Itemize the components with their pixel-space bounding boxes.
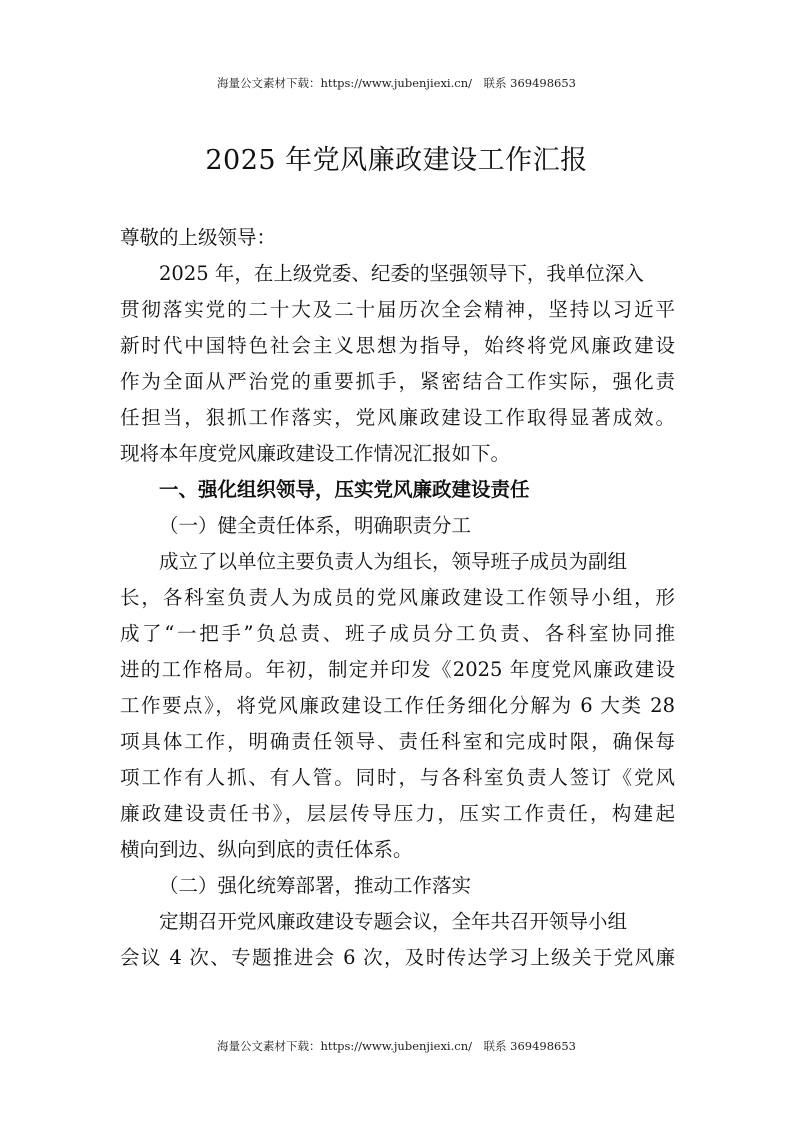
document-title: 2025 年党风廉政建设工作汇报: [205, 145, 588, 176]
paragraph-line: 成立了以单位主要负责人为组长，领导班子成员为副组: [159, 550, 628, 573]
paragraph-line: 会议 4 次、专题推进会 6 次，及时传达学习上级关于党风廉: [120, 946, 675, 969]
paragraph-line: 定期召开党风廉政建设专题会议，全年共召开领导小组: [159, 910, 628, 933]
paragraph-line: 工作要点》，将党风廉政建设工作任务细化分解为 6 大类 28: [120, 694, 675, 717]
subsection-heading: （一）健全责任体系，明确职责分工: [159, 514, 472, 537]
paragraph-line: 作为全面从严治党的重要抓手，紧密结合工作实际，强化责: [120, 370, 675, 393]
paragraph-line: 进的工作格局。年初，制定并印发《2025 年度党风廉政建设: [120, 658, 675, 681]
paragraph-line: 成了“一把手”负总责、班子成员分工负责、各科室协同推: [120, 622, 675, 645]
paragraph-line: 横向到边、纵向到底的责任体系。: [120, 838, 413, 861]
paragraph-line: 项具体工作，明确责任领导、责任科室和完成时限，确保每: [120, 730, 675, 753]
salutation: 尊敬的上级领导：: [120, 226, 277, 249]
paragraph-line: 贯彻落实党的二十大及二十届历次全会精神，坚持以习近平: [120, 298, 675, 321]
paragraph-line: 廉政建设责任书》，层层传导压力，压实工作责任，构建起: [120, 802, 675, 825]
page-footer: 海量公文素材下载：https://www.jubenjiexi.cn/ 联系 369498653: [217, 1039, 576, 1053]
subsection-heading: （二）强化统筹部署，推动工作落实: [159, 874, 472, 897]
paragraph-line: 2025 年，在上级党委、纪委的坚强领导下，我单位深入: [159, 262, 644, 285]
paragraph-line: 现将本年度党风廉政建设工作情况汇报如下。: [120, 442, 511, 465]
paragraph-line: 项工作有人抓、有人管。同时，与各科室负责人签订《党风: [120, 766, 675, 789]
paragraph-line: 任担当，狠抓工作落实，党风廉政建设工作取得显著成效。: [120, 406, 675, 429]
page-header: 海量公文素材下载：https://www.jubenjiexi.cn/ 联系 369498653: [217, 76, 576, 90]
paragraph-line: 新时代中国特色社会主义思想为指导，始终将党风廉政建设: [120, 334, 675, 357]
paragraph-line: 长，各科室负责人为成员的党风廉政建设工作领导小组，形: [120, 586, 675, 609]
section-heading: 一、强化组织领导，压实党风廉政建设责任: [159, 478, 530, 501]
